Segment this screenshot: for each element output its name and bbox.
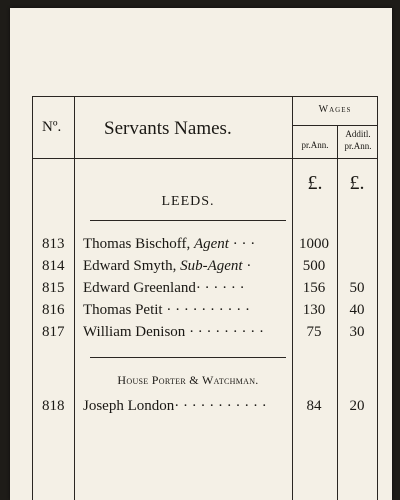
wage-value: 156 <box>302 280 326 296</box>
wage-value: 500 <box>302 258 326 274</box>
additional-value: 40 <box>349 302 365 318</box>
servant-name: Thomas Petit · · · · · · · · · · <box>83 302 251 318</box>
row-number: 816 <box>42 302 65 318</box>
servant-name: William Denison · · · · · · · · · <box>83 324 265 340</box>
names-column-header: Servants Names. <box>104 118 232 139</box>
additional-value: 50 <box>349 280 365 296</box>
table-left-rule <box>32 96 33 500</box>
row-number: 815 <box>42 280 65 296</box>
section-title-house-porter: House Porter & Watchman. <box>117 373 259 387</box>
additional-per-annum-header: pr.Ann. <box>344 141 372 151</box>
table-top-rule <box>32 96 378 97</box>
bleed-through <box>268 124 274 141</box>
wage-value: 1000 <box>299 236 329 252</box>
wage-value: 75 <box>306 324 322 340</box>
section-divider-rule <box>90 357 286 358</box>
wages-divider-rule <box>292 125 378 126</box>
per-annum-header: pr.Ann. <box>301 140 329 150</box>
table-right-rule <box>377 96 378 500</box>
additional-value: 20 <box>349 398 365 414</box>
servant-name: Joseph London· · · · · · · · · · · <box>83 398 267 414</box>
document-page <box>10 8 392 500</box>
header-bottom-rule <box>32 158 378 159</box>
number-column-rule <box>74 96 75 500</box>
additional-value: 30 <box>349 324 365 340</box>
row-number: 817 <box>42 324 65 340</box>
wage-value: 84 <box>306 398 322 414</box>
servant-name: Edward Smyth, Sub-Agent · <box>83 258 252 274</box>
names-column-rule <box>292 96 293 500</box>
row-number: 813 <box>42 236 65 252</box>
wage-value: 130 <box>302 302 326 318</box>
section-title-leeds: LEEDS. <box>161 194 215 209</box>
currency-symbol-wages: £. <box>307 172 323 194</box>
wages-header: Wages <box>318 104 352 115</box>
additional-header: Additl. <box>345 129 371 139</box>
row-number: 814 <box>42 258 65 274</box>
servant-name: Thomas Bischoff, Agent · · · <box>83 236 256 252</box>
number-column-header: Nº. <box>42 119 62 135</box>
currency-symbol-additional: £. <box>349 172 365 194</box>
leeds-underline <box>90 220 286 221</box>
row-number: 818 <box>42 398 65 414</box>
servant-name: Edward Greenland· · · · · · <box>83 280 245 296</box>
